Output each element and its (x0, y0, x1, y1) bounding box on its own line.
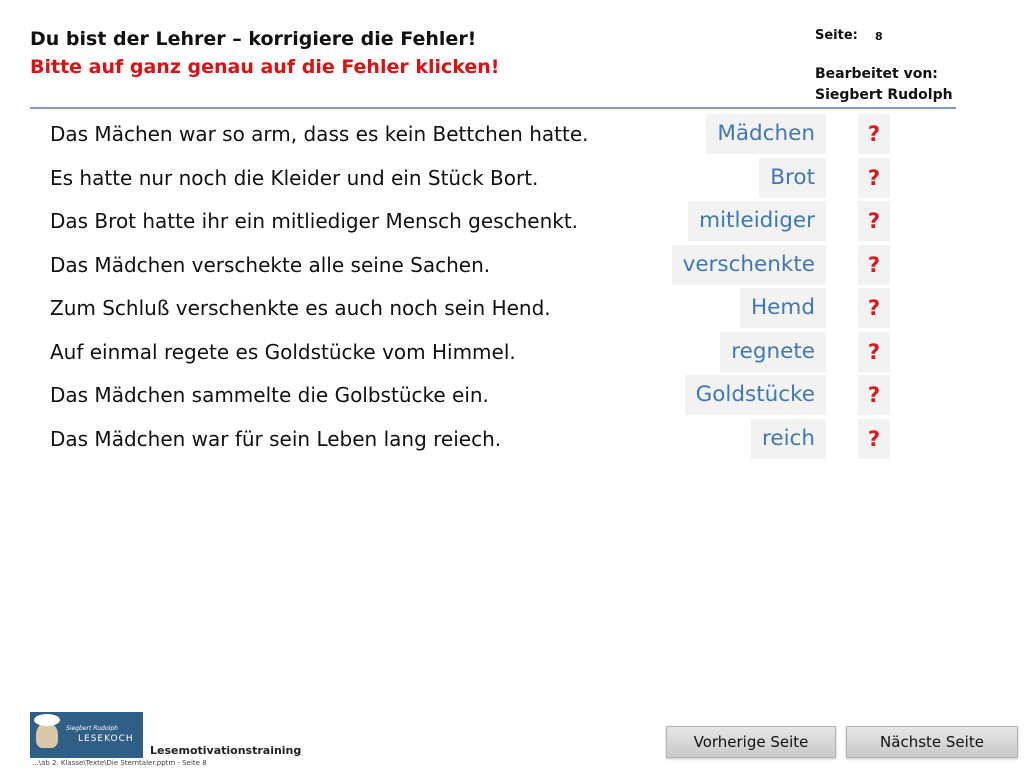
training-label: Lesemotivationstraining (150, 744, 302, 757)
hint-button-list (858, 114, 890, 462)
previous-page-button[interactable]: Vorherige Seite (666, 726, 836, 758)
correction-4: verschenkte (672, 245, 826, 285)
hint-button-7[interactable]: ? (858, 375, 890, 415)
page-title: Du bist der Lehrer – korrigiere die Fehler! (30, 28, 477, 50)
hint-button-4[interactable]: ? (858, 245, 890, 285)
header-divider (30, 107, 956, 109)
next-page-button[interactable]: Nächste Seite (846, 726, 1018, 758)
logo-brand: LESEKOCH (78, 734, 134, 744)
editor-label: Bearbeitet von: (815, 66, 938, 82)
sentence-4[interactable]: Das Mädchen verschekte alle seine Sachen. (50, 252, 491, 277)
correction-6: regnete (720, 332, 826, 372)
page-label: Seite: (815, 28, 858, 43)
correction-1: Mädchen (706, 114, 826, 154)
correction-2: Brot (759, 158, 826, 198)
sentence-7[interactable]: Das Mädchen sammelte die Golbstücke ein. (50, 383, 489, 407)
sentence-2[interactable]: Es hatte nur noch die Kleider und ein Stück Bort. (50, 165, 539, 190)
instruction-subtitle: Bitte auf ganz genau auf die Fehler klicken! (30, 56, 500, 78)
logo-author: Siegbert Rudolph (66, 725, 118, 732)
correction-5: Hemd (740, 288, 826, 328)
lesekoch-logo (30, 712, 143, 758)
correction-8: reich (751, 419, 826, 459)
correction-3: mitleidiger (688, 201, 826, 241)
hint-button-6[interactable]: ? (858, 332, 890, 372)
chef-hat-icon (34, 714, 60, 726)
sentence-8[interactable]: Das Mädchen war für sein Leben lang reiech. (50, 426, 502, 451)
editor-name: Siegbert Rudolph (815, 87, 953, 103)
sentence-list (50, 117, 670, 465)
page-number: 8 (875, 30, 883, 43)
sentence-1[interactable]: Das Mächen war so arm, dass es kein Bettchen hatte. (50, 122, 589, 146)
hint-button-3[interactable]: ? (858, 201, 890, 241)
correction-list (650, 114, 830, 462)
hint-button-8[interactable]: ? (858, 419, 890, 459)
file-path: ...\ab 2. Klasse\Texte\Die Sterntaler.pptm - Seite 8 (32, 759, 207, 767)
sentence-5[interactable]: Zum Schluß verschenkte es auch noch sein Hend. (50, 296, 551, 320)
sentence-3[interactable]: Das Brot hatte ihr ein mitliediger Mensch geschenkt. (50, 209, 579, 233)
sentence-6[interactable]: Auf einmal regete es Goldstücke vom Himmel. (50, 339, 516, 364)
hint-button-1[interactable]: ? (858, 114, 890, 154)
hint-button-2[interactable]: ? (858, 158, 890, 198)
correction-7: Goldstücke (685, 375, 826, 415)
hint-button-5[interactable]: ? (858, 288, 890, 328)
